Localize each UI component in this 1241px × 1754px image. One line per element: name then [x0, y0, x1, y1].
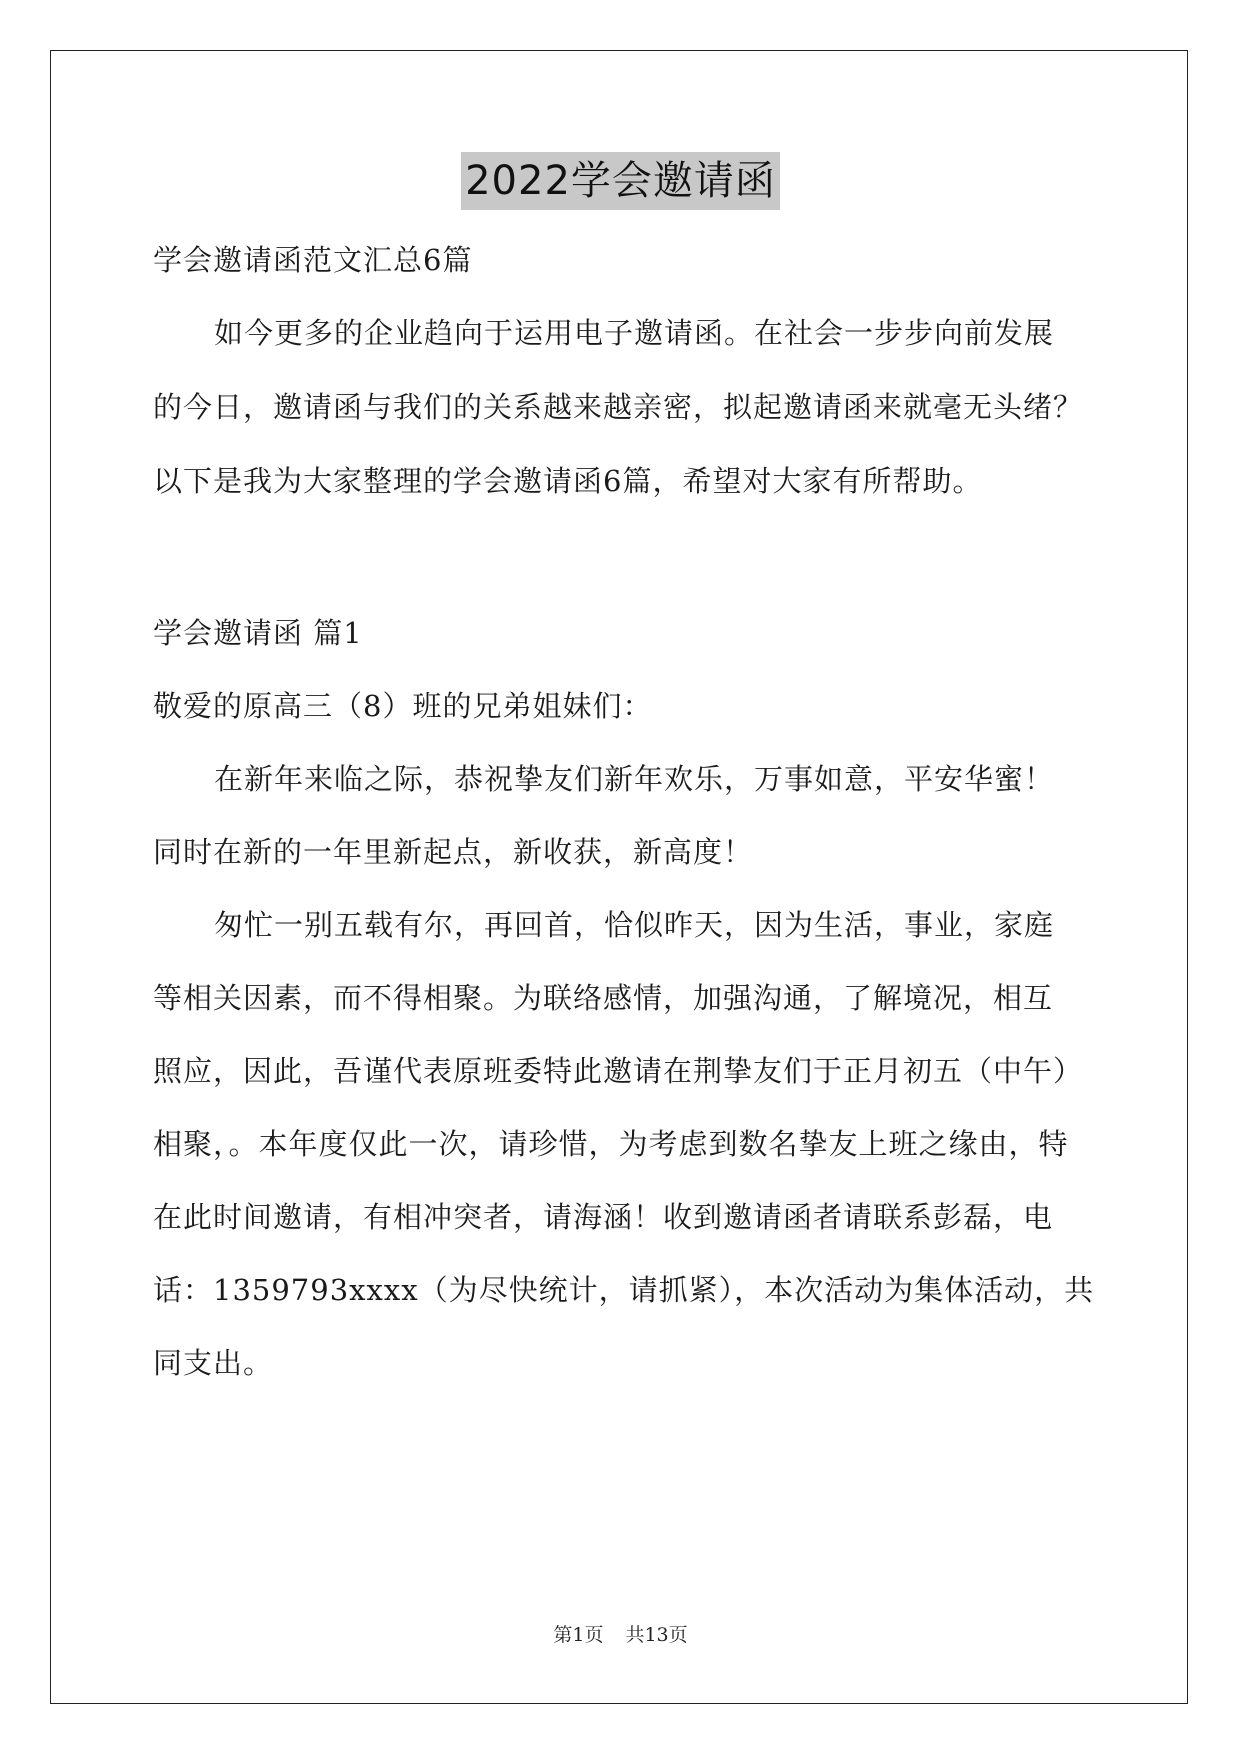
page-footer: [0, 1622, 1241, 1648]
salutation: 敬爱的原高三（8）班的兄弟姐妹们：: [153, 689, 653, 723]
body-line-9: 同支出。: [153, 1346, 274, 1380]
intro-line-3: 以下是我为大家整理的学会邀请函6篇，希望对大家有所帮助。: [153, 464, 983, 498]
body-line-5: 照应，因此，吾谨代表原班委特此邀请在荆挚友们于正月初五（中午）: [153, 1054, 1084, 1088]
body-line-4: 等相关因素，而不得相聚。为联络感情，加强沟通，了解境况，相互: [153, 981, 1054, 1015]
document-title: 2022学会邀请函: [461, 152, 780, 210]
page-border: [50, 50, 1188, 1704]
body-line-6: 相聚，。本年度仅此一次，请珍惜，为考虑到数名挚友上班之缘由，特: [153, 1127, 1069, 1161]
page-number: 第1页: [553, 1624, 604, 1646]
body-line-2: 同时在新的一年里新起点，新收获，新高度！: [153, 835, 754, 869]
body-line-7: 在此时间邀请，有相冲突者，请海涵！收到邀请函者请联系彭磊，电: [153, 1200, 1054, 1234]
body-line-1: 在新年来临之际，恭祝挚友们新年欢乐，万事如意，平安华蜜！: [214, 762, 1055, 796]
section-heading: 学会邀请函 篇1: [153, 616, 363, 650]
body-line-3: 匆忙一别五载有尔，再回首，恰似昨天，因为生活，事业，家庭: [214, 908, 1055, 942]
page-total: 共13页: [625, 1624, 688, 1646]
intro-line-1: 如今更多的企业趋向于运用电子邀请函。在社会一步步向前发展: [214, 316, 1055, 350]
title-wrap: [0, 152, 1241, 210]
intro-line-2: 的今日，邀请函与我们的关系越来越亲密，拟起邀请函来就毫无头绪？: [153, 390, 1084, 424]
subtitle: 学会邀请函范文汇总6篇: [153, 243, 473, 277]
body-line-8: 话：1359793xxxx（为尽快统计，请抓紧），本次活动为集体活动，共: [153, 1273, 1095, 1307]
